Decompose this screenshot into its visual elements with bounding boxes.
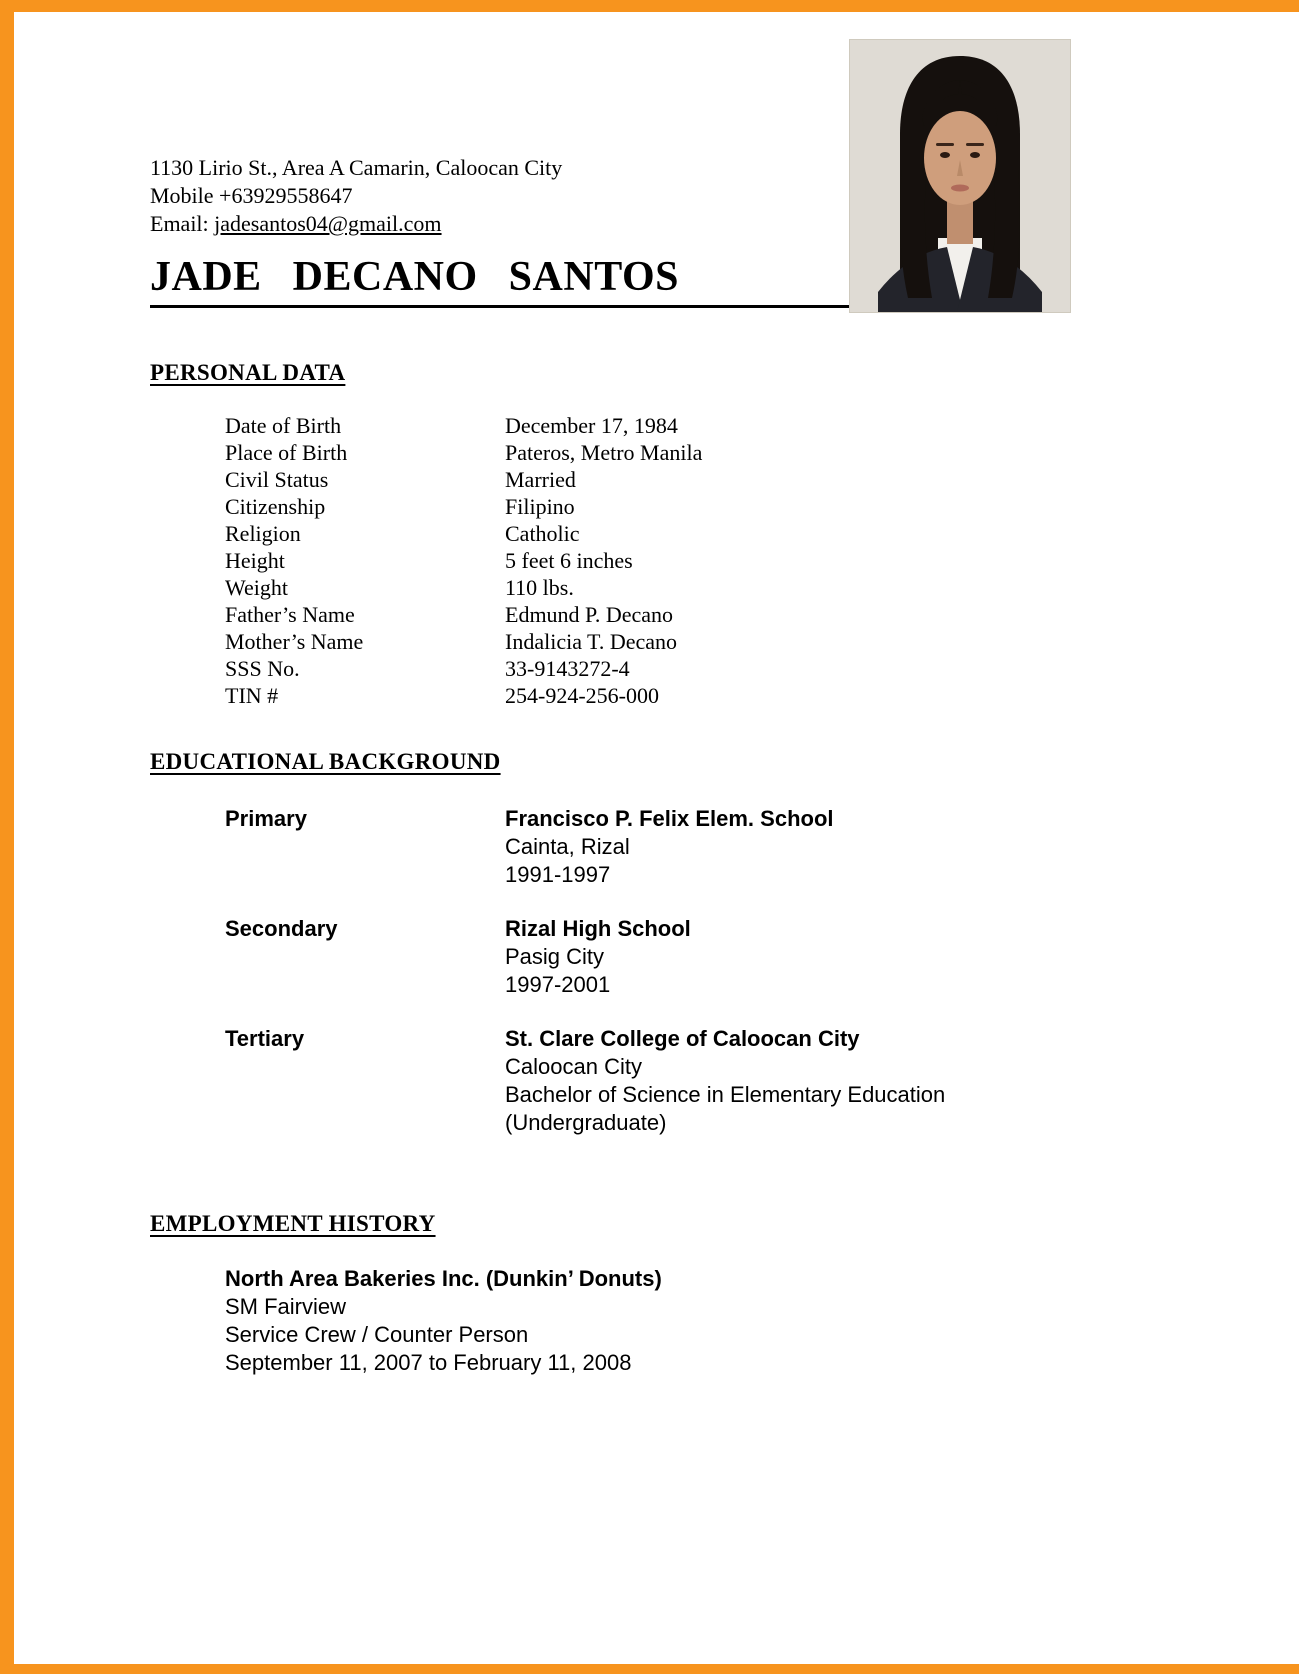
employment-dates: September 11, 2007 to February 11, 2008 <box>225 1350 632 1375</box>
mobile-line: Mobile +63929558647 <box>150 183 353 208</box>
personal-data-title: PERSONAL DATA <box>150 360 346 385</box>
field-value: Catholic <box>505 521 580 546</box>
section-personal-data <box>150 308 1070 709</box>
section-employment-history <box>150 1163 1070 1377</box>
personal-data-rows <box>150 412 1070 709</box>
field-label: Citizenship <box>225 494 326 519</box>
personal-data-row <box>225 466 1070 493</box>
section-educational-background <box>150 709 1070 1137</box>
educational-background-title: EDUCATIONAL BACKGROUND <box>150 749 501 774</box>
education-level: Tertiary <box>225 1026 305 1051</box>
school-years: 1991-1997 <box>505 862 611 887</box>
education-entries <box>150 805 1070 1137</box>
email-link[interactable]: jadesantos04@gmail.com <box>214 211 442 236</box>
field-label: Date of Birth <box>225 413 342 438</box>
personal-data-row <box>225 574 1070 601</box>
personal-data-row <box>225 682 1070 709</box>
personal-data-row <box>225 628 1070 655</box>
field-label: Religion <box>225 521 301 546</box>
school-location: Cainta, Rizal <box>505 834 630 859</box>
education-level: Secondary <box>225 916 338 941</box>
school-name: Francisco P. Felix Elem. School <box>505 806 834 831</box>
degree: Bachelor of Science in Elementary Education <box>505 1082 946 1107</box>
personal-data-row <box>225 655 1070 682</box>
personal-data-row <box>225 547 1070 574</box>
field-label: TIN # <box>225 683 279 708</box>
education-entry-primary <box>225 805 1070 889</box>
field-label: SSS No. <box>225 656 300 681</box>
personal-data-row <box>225 520 1070 547</box>
field-label: Father’s Name <box>225 602 355 627</box>
employment-entry <box>150 1265 1070 1377</box>
email-label: Email: <box>150 211 215 236</box>
job-title: Service Crew / Counter Person <box>225 1322 529 1347</box>
school-years: 1997-2001 <box>505 972 611 997</box>
field-value: Pateros, Metro Manila <box>505 440 703 465</box>
address-line: 1130 Lirio St., Area A Camarin, Caloocan City <box>150 155 563 180</box>
school-name: St. Clare College of Caloocan City <box>505 1026 860 1051</box>
field-value: 254-924-256-000 <box>505 683 659 708</box>
education-entry-secondary <box>225 915 1070 999</box>
applicant-photo <box>850 40 1070 312</box>
school-name: Rizal High School <box>505 916 691 941</box>
education-level: Primary <box>225 806 307 831</box>
personal-data-row <box>225 493 1070 520</box>
field-value: Married <box>505 467 576 492</box>
field-label: Mother’s Name <box>225 629 364 654</box>
field-label: Height <box>225 548 285 573</box>
education-entry-tertiary <box>225 1025 1070 1137</box>
field-value: Indalicia T. Decano <box>505 629 678 654</box>
field-value: 5 feet 6 inches <box>505 548 633 573</box>
field-value: Filipino <box>505 494 575 519</box>
degree-status: (Undergraduate) <box>505 1110 667 1135</box>
portrait-illustration <box>850 40 1070 312</box>
applicant-name: JADE DECANO SANTOS <box>150 254 679 300</box>
field-label: Civil Status <box>225 467 329 492</box>
school-location: Pasig City <box>505 944 605 969</box>
field-value: 110 lbs. <box>505 575 574 600</box>
field-value: Edmund P. Decano <box>505 602 674 627</box>
personal-data-row <box>225 601 1070 628</box>
school-location: Caloocan City <box>505 1054 642 1079</box>
field-value: December 17, 1984 <box>505 413 678 438</box>
employment-history-title: EMPLOYMENT HISTORY <box>150 1211 436 1236</box>
field-label: Weight <box>225 575 288 600</box>
employer-name: North Area Bakeries Inc. (Dunkin’ Donuts) <box>225 1266 662 1291</box>
field-label: Place of Birth <box>225 440 348 465</box>
personal-data-row <box>225 439 1070 466</box>
personal-data-row <box>225 412 1070 439</box>
employer-location: SM Fairview <box>225 1294 347 1319</box>
field-value: 33-9143272-4 <box>505 656 630 681</box>
